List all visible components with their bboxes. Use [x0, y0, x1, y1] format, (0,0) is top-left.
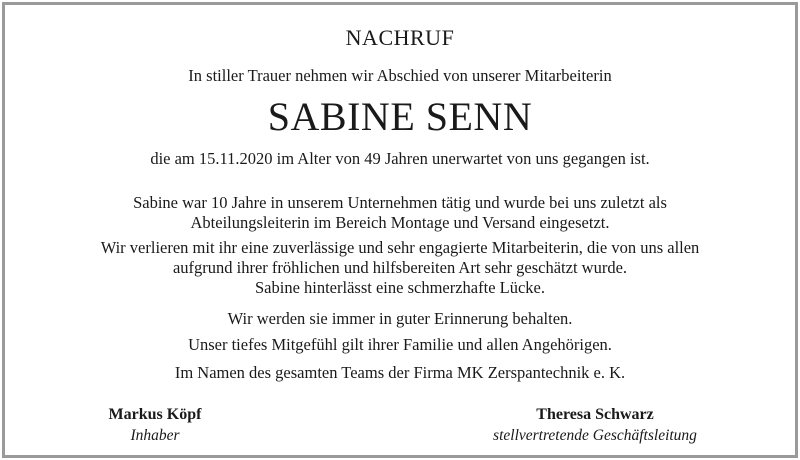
deceased-name: SABINE SENN: [267, 94, 533, 139]
paragraph-line: aufgrund ihrer fröhlichen und hilfsbereiten Art sehr geschätzt wurde.: [172, 258, 628, 277]
signature-owner: [65, 404, 245, 446]
signatory-role: Inhaber: [130, 427, 180, 444]
obituary-notice: [2, 2, 798, 458]
notice-header: NACHRUF: [345, 25, 455, 50]
paragraph-condolence: Unser tiefes Mitgefühl gilt ihrer Familie und allen Angehörigen.: [188, 335, 612, 354]
signatory-name: Markus Köpf: [108, 406, 202, 423]
signatory-name: Theresa Schwarz: [536, 406, 654, 423]
paragraph-line: Abteilungsleiterin im Bereich Montage und Versand eingesetzt.: [190, 213, 610, 232]
signatory-role: stellvertretende Geschäftsleitung: [493, 427, 697, 444]
paragraph-company: Im Namen des gesamten Teams der Firma MK Zerspantechnik e. K.: [174, 363, 626, 382]
paragraph-line: Sabine war 10 Jahre in unserem Unternehmen tätig und wurde bei uns zuletzt als: [133, 193, 667, 212]
signature-deputy: [460, 404, 730, 446]
date-of-death-line: die am 15.11.2020 im Alter von 49 Jahren unerwartet von uns gegangen ist.: [150, 149, 650, 168]
paragraph-line: Wir verlieren mit ihr eine zuverlässige und sehr engagierte Mitarbeiterin, die von uns allen: [100, 238, 700, 257]
paragraph-career: [5, 193, 795, 233]
intro-text: In stiller Trauer nehmen wir Abschied von unserer Mitarbeiterin: [188, 66, 612, 85]
paragraph-memory: Wir werden sie immer in guter Erinnerung behalten.: [227, 309, 573, 328]
paragraph-tribute: [5, 238, 795, 298]
paragraph-line: Sabine hinterlässt eine schmerzhafte Lücke.: [254, 278, 545, 297]
